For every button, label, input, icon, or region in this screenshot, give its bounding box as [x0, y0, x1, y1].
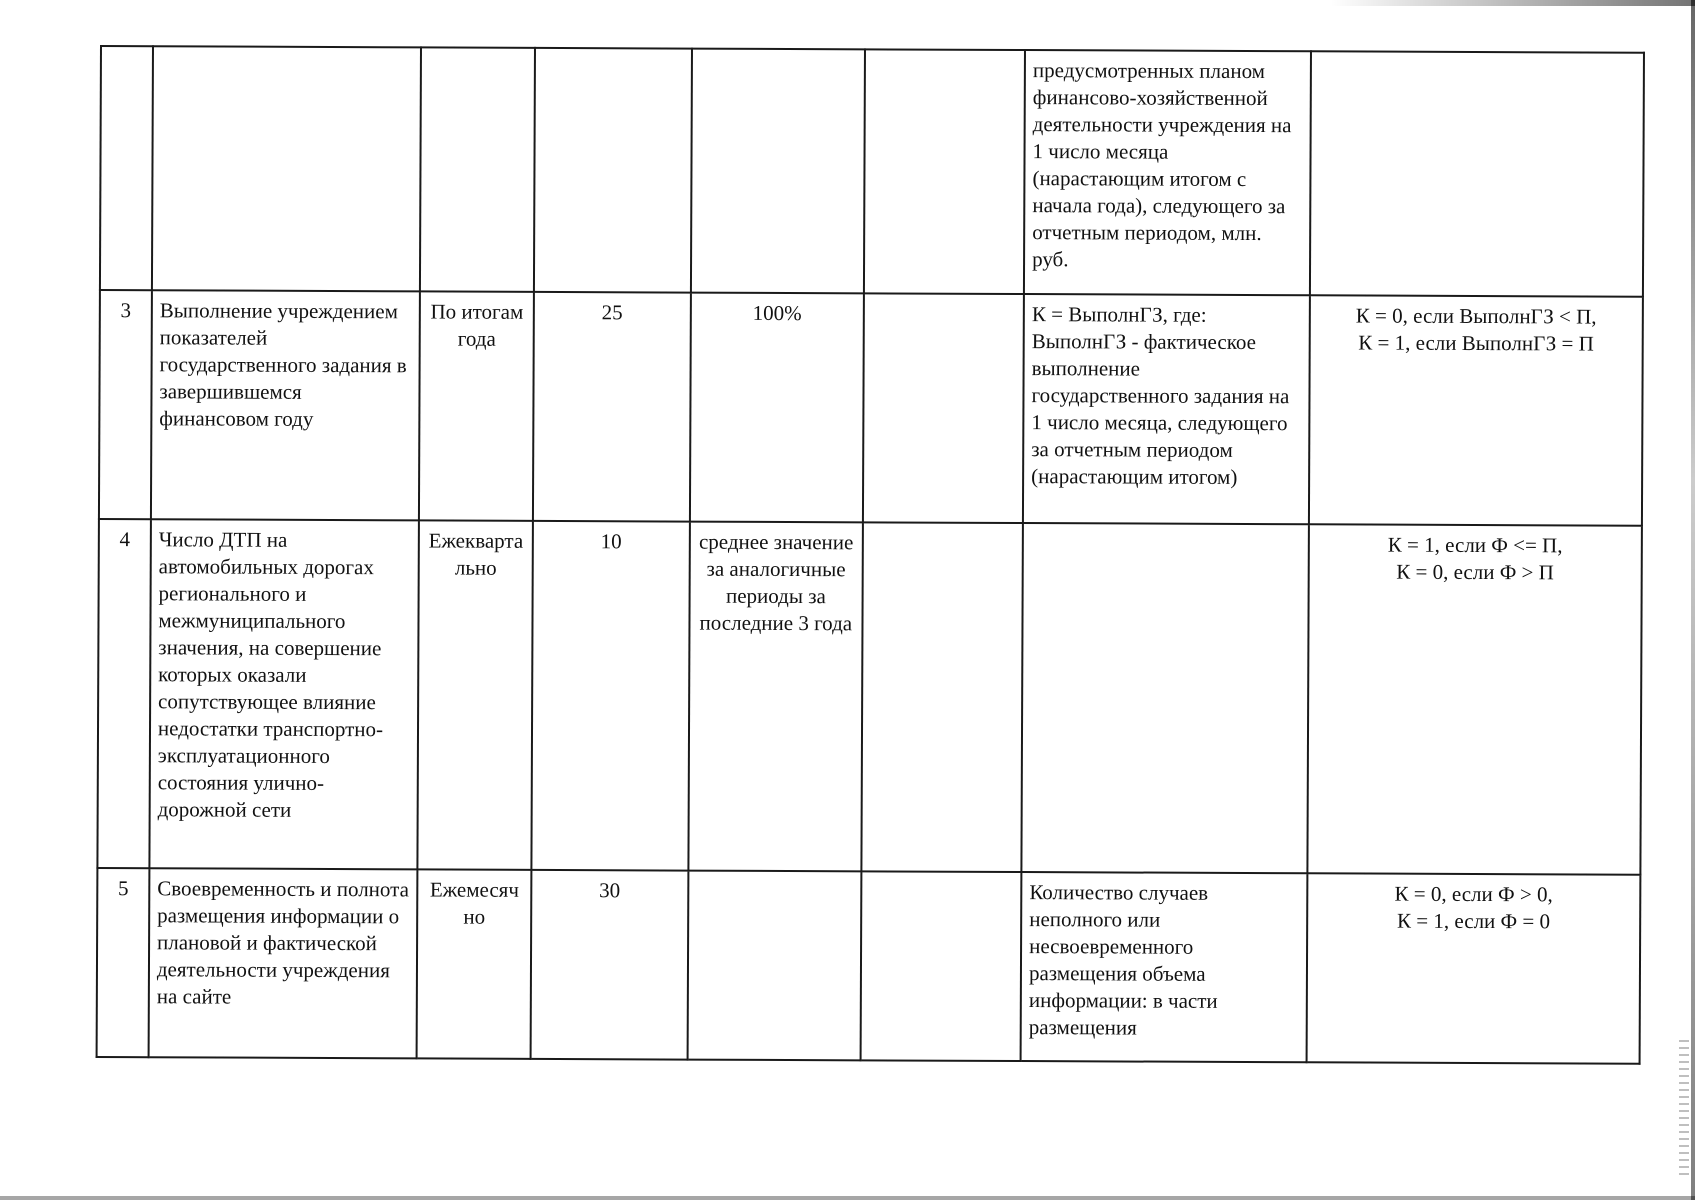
period-cell: Ежеквартально: [418, 520, 533, 869]
target-cell: [687, 871, 861, 1061]
rule-line: К = 1, если Ф = 0: [1397, 908, 1551, 934]
blank-cell: [863, 293, 1024, 523]
period-cell: [420, 47, 535, 291]
scan-edge-top: [1330, 0, 1695, 6]
formula-cell: [1021, 523, 1308, 873]
period-cell: Ежемесячно: [417, 869, 531, 1058]
weight-cell: 30: [530, 870, 688, 1060]
table-row: [97, 868, 1641, 1064]
indicator-name: Своевременность и полнота размещения информации о плановой и фактической деятельности учреждения на сайте: [149, 868, 418, 1058]
rule-line: К = 0, если Ф > П: [1396, 559, 1554, 585]
row-number: 5: [97, 868, 150, 1057]
indicator-name: Число ДТП на автомобильных дорогах регионального и межмуниципального значения, на совершение которых оказали сопутствующее влияние недостатки транспортно-эксплуатационного состояния улично-дорожной сети: [149, 519, 419, 869]
scan-edge-right: [1691, 0, 1695, 1200]
rule-line: К = 0, если ВыполнГЗ < П,: [1355, 303, 1597, 329]
rule-cell: [1306, 873, 1640, 1063]
target-cell: [691, 49, 865, 294]
blank-cell: [860, 871, 1021, 1061]
scan-edge-bottom: [0, 1196, 1695, 1200]
table-row: [100, 46, 1644, 297]
rule-cell: [1310, 51, 1644, 296]
weight-cell: 10: [531, 521, 689, 871]
blank-cell: [861, 522, 1023, 872]
rule-line: К = 1, если Ф <= П,: [1387, 532, 1563, 558]
indicator-name: [152, 46, 421, 291]
weight-cell: 25: [533, 292, 691, 522]
rule-line: К = 1, если ВыполнГЗ = П: [1358, 330, 1594, 356]
target-cell: среднее значение за аналогичные периоды за последние 3 года: [688, 522, 863, 872]
target-cell: 100%: [690, 293, 864, 523]
weight-cell: [534, 48, 692, 293]
formula-cell: предусмотренных планом финансово-хозяйственной деятельности учреждения на 1 число месяца (нарастающим итогом с начала года), следующего за отчетным периодом, млн. руб.: [1024, 50, 1311, 295]
table-row: [99, 290, 1643, 526]
rule-line: К = 0, если Ф > 0,: [1394, 881, 1553, 907]
rule-cell: [1309, 295, 1643, 525]
row-number: 4: [97, 519, 150, 868]
indicators-table: [96, 45, 1645, 1065]
formula-cell: Количество случаев неполного или несвоевременного размещения объема информации: в части размещения: [1021, 872, 1307, 1062]
formula-cell: К = ВыполнГЗ, где: ВыполнГЗ - фактическое выполнение государственного задания на 1 число месяца, следующего за отчетным периодом (нарастающим итогом): [1023, 294, 1310, 524]
scan-speckle: [1679, 1040, 1689, 1180]
indicator-name: Выполнение учреждением показателей государственного задания в завершившемся финансовом году: [151, 290, 420, 520]
row-number: 3: [99, 290, 152, 519]
table-row: [97, 519, 1642, 875]
rule-cell: [1307, 524, 1642, 874]
period-cell: По итогам года: [419, 291, 534, 520]
blank-cell: [864, 49, 1025, 294]
row-number: [100, 46, 153, 290]
